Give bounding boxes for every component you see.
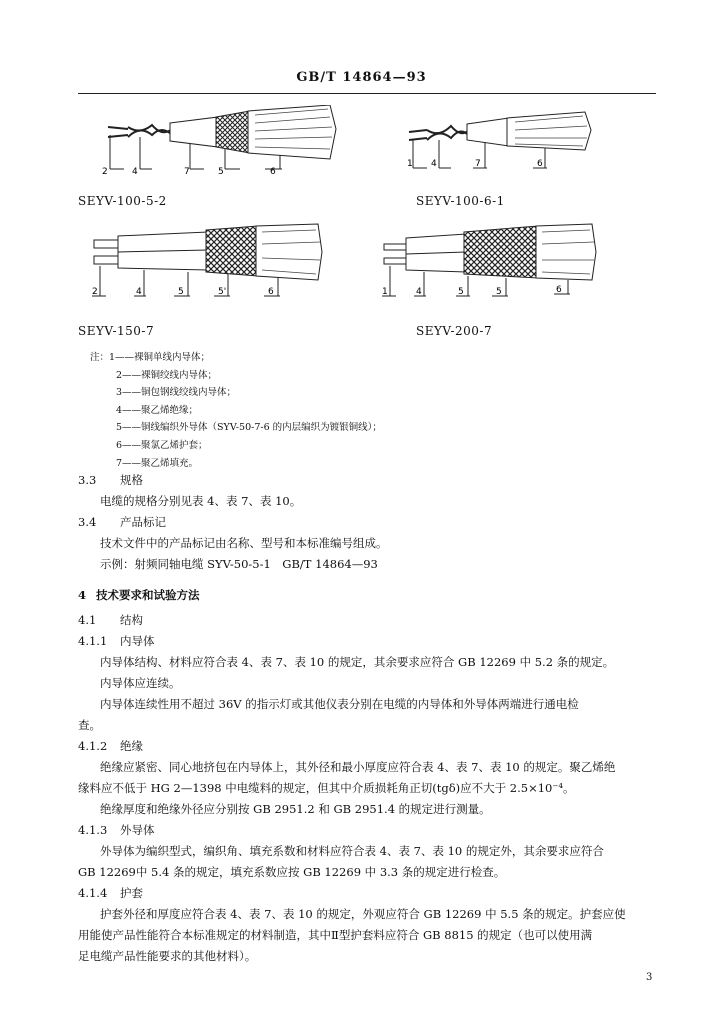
- section-heading: 3.3 规格: [78, 473, 143, 487]
- figure-label: SEYV-200-7: [416, 324, 493, 338]
- callout: 1: [407, 159, 413, 169]
- note-line: 7——聚乙烯填充。: [116, 457, 199, 469]
- note-line: 4——聚乙烯绝缘；: [116, 404, 199, 416]
- cable-diagram-1: [100, 105, 340, 177]
- note-line: 2——裸铜绞线内导体；: [116, 369, 218, 381]
- paragraph: 用能使产品性能符合本标准规定的材料制造，其中Ⅱ型护套料应符合 GB 8815 的规定（也可以使用满: [78, 928, 593, 942]
- callout: 5: [178, 287, 184, 297]
- cable-diagram-4: [378, 220, 610, 302]
- paragraph: 查。: [78, 718, 101, 732]
- section-heading: 4.1.1 内导体: [78, 634, 155, 648]
- body-text: [78, 470, 668, 967]
- callout: 6: [268, 287, 274, 297]
- paragraph: 绝缘应紧密、同心地挤包在内导体上，其外径和最小厚度应符合表 4、表 7、表 10 的规定。聚乙烯绝: [100, 760, 616, 774]
- callout: 6: [556, 285, 562, 295]
- paragraph: 内导体连续性用不超过 36V 的指示灯或其他仪表分别在电缆的内导体和外导体两端进行通电检: [100, 697, 579, 711]
- callout: 1: [382, 287, 388, 297]
- note-line: 6——聚氯乙烯护套；: [116, 439, 208, 451]
- callout: 6: [270, 167, 276, 177]
- callout: 5': [218, 287, 227, 297]
- paragraph: GB 12269中 5.4 条的规定，填充系数应按 GB 12269 中 3.3 条的规定进行检查。: [78, 865, 506, 879]
- callout: 4: [132, 167, 138, 177]
- callout: 2: [92, 287, 98, 297]
- paragraph: 技术文件中的产品标记由名称、型号和本标准编号组成。: [100, 536, 388, 550]
- paragraph: 缘料应不低于 HG 2—1398 中电缆料的规定，但其中介质损耗角正切(tgδ)应不大于 2.5×10⁻⁴。: [78, 781, 575, 795]
- page-header: GB/T 14864—93: [296, 70, 427, 85]
- cable-diagram-3: [88, 218, 338, 302]
- callout: 5: [218, 167, 224, 177]
- page-number: 3: [646, 972, 653, 983]
- note-line: 注：1——裸铜单线内导体；: [90, 352, 211, 363]
- note-line: 3——铜包钢线绞线内导体；: [116, 387, 237, 399]
- section-heading: 4.1.4 护套: [78, 886, 143, 900]
- section-heading: 3.4 产品标记: [78, 515, 166, 529]
- paragraph: 示例：射频同轴电缆 SYV-50-5-1 GB/T 14864—93: [100, 557, 378, 571]
- callout: 4: [431, 159, 437, 169]
- paragraph: 足电缆产品性能要求的其他材料）。: [78, 949, 257, 963]
- callout: 4: [416, 287, 422, 297]
- figure-label: SEYV-100-5-2: [78, 194, 167, 208]
- callout: 7: [184, 167, 190, 177]
- figure-label: SEYV-150-7: [78, 324, 155, 338]
- note-line: 5——铜线编织外导体（SYV-50-7-6 的内层编织为镀银铜线）；: [116, 422, 382, 434]
- section-heading: 4.1.3 外导体: [78, 823, 155, 837]
- callout: 6: [537, 159, 543, 169]
- paragraph: 外导体为编织型式，编织角、填充系数和材料应符合表 4、表 7、表 10 的规定外，其余要求应符合: [100, 844, 604, 858]
- callout: 5: [496, 287, 502, 297]
- paragraph: 护套外径和厚度应符合表 4、表 7、表 10 的规定，外观应符合 GB 12269 中 5.5 条的规定。护套应使: [100, 907, 626, 921]
- paragraph: 内导体结构、材料应符合表 4、表 7、表 10 的规定，其余要求应符合 GB 12269 中 5.2 条的规定。: [100, 655, 615, 669]
- section-heading: 4.1.2 绝缘: [78, 739, 143, 753]
- callout: 2: [102, 167, 108, 177]
- paragraph: 绝缘厚度和绝缘外径应分别按 GB 2951.2 和 GB 2951.4 的规定进行测量。: [100, 802, 491, 816]
- section-heading: 4.1 结构: [78, 613, 143, 627]
- section-heading: 4 技术要求和试验方法: [78, 588, 200, 602]
- header-rule: [78, 93, 656, 94]
- callout: 5: [458, 287, 464, 297]
- figure-label: SEYV-100-6-1: [416, 194, 505, 208]
- callout: 7: [475, 159, 481, 169]
- note-list: [90, 349, 382, 472]
- cable-diagram-2: [405, 108, 605, 176]
- callout: 4: [136, 287, 142, 297]
- paragraph: 电缆的规格分别见表 4、表 7、表 10。: [100, 494, 302, 508]
- paragraph: 内导体应连续。: [100, 676, 181, 690]
